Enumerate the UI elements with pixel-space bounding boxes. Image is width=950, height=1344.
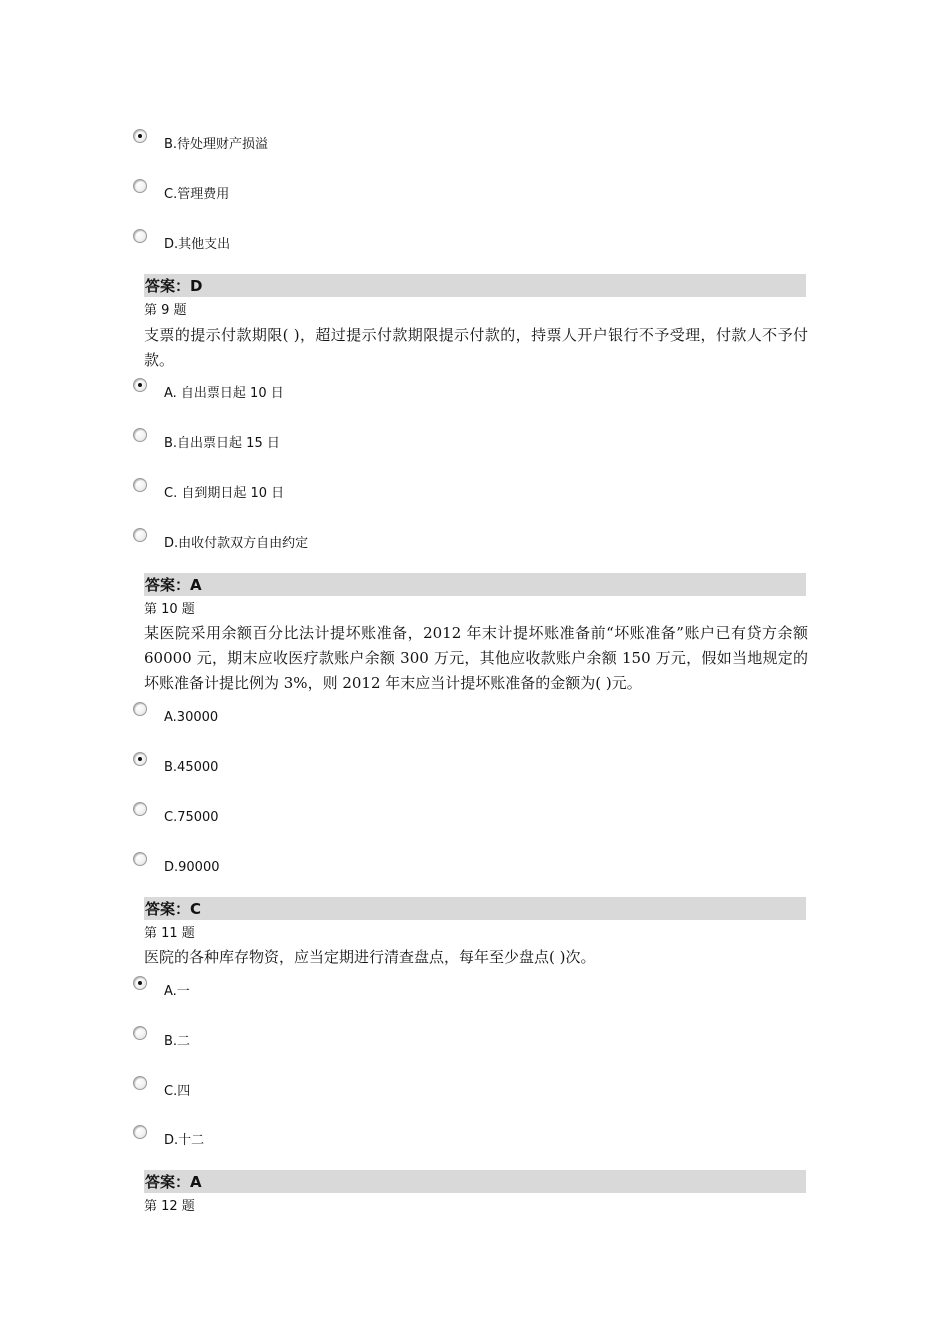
option-q11-c[interactable] [133, 1076, 633, 1100]
radio-button[interactable] [133, 702, 147, 716]
radio-button[interactable] [133, 229, 147, 243]
option-label: A.一 [164, 984, 190, 999]
radio-button[interactable] [133, 1026, 147, 1040]
answer-bar-q11: 答案：A [144, 1170, 806, 1193]
option-label: A.30000 [164, 710, 219, 725]
option-label: C.四 [164, 1084, 191, 1099]
option-label: A. 自出票日起 10 日 [164, 386, 284, 401]
question-text: 支票的提示付款期限( )，超过提示付款期限提示付款的，持票人开户银行不予受理，付款人不予付款。 [144, 326, 808, 369]
option-q11-b[interactable] [133, 1026, 633, 1050]
radio-button[interactable] [133, 179, 147, 193]
question-number: 第 11 题 [144, 926, 195, 941]
option-q8-b[interactable] [133, 129, 633, 153]
radio-button-selected[interactable] [133, 976, 147, 990]
option-q9-d[interactable] [133, 528, 633, 552]
option-q8-d[interactable] [133, 229, 633, 253]
option-label: D.十二 [164, 1133, 205, 1148]
option-q8-c[interactable] [133, 179, 633, 203]
question-number: 第 10 题 [144, 602, 195, 617]
option-q9-c[interactable] [133, 478, 633, 502]
answer-bar-q8: 答案：D [144, 274, 806, 297]
answer-bar-q10: 答案：C [144, 897, 806, 920]
question-number: 第 9 题 [144, 303, 187, 318]
radio-button[interactable] [133, 1076, 147, 1090]
radio-button[interactable] [133, 478, 147, 492]
radio-button[interactable] [133, 528, 147, 542]
question-text: 某医院采用余额百分比法计提坏账准备，2012 年末计提坏账准备前“坏账准备”账户已有贷方余额 60000 元，期末应收医疗款账户余额 300 万元，其他应收款账户余额 150 万元，假如当地规定的坏账准备计提比例为 3%，则 2012 年末应当计提坏账准备的金额为( )元。 [144, 624, 808, 692]
option-label: B.待处理财产损溢 [164, 137, 269, 152]
option-q9-a[interactable] [133, 378, 633, 402]
option-q10-b[interactable] [133, 752, 633, 776]
question-number: 第 12 题 [144, 1199, 195, 1214]
option-q11-a[interactable] [133, 976, 633, 1000]
question-text: 医院的各种库存物资，应当定期进行清查盘点，每年至少盘点( )次。 [144, 948, 596, 966]
radio-button[interactable] [133, 428, 147, 442]
option-label: B.二 [164, 1034, 191, 1049]
option-q10-d[interactable] [133, 852, 633, 876]
option-label: D.由收付款双方自由约定 [164, 536, 309, 551]
option-label: B.自出票日起 15 日 [164, 436, 280, 451]
option-label: C.75000 [164, 810, 219, 825]
option-label: C. 自到期日起 10 日 [164, 486, 285, 501]
radio-button[interactable] [133, 802, 147, 816]
option-label: B.45000 [164, 760, 219, 775]
option-q10-c[interactable] [133, 802, 633, 826]
option-label: C.管理费用 [164, 187, 230, 202]
radio-button-selected[interactable] [133, 752, 147, 766]
answer-bar-q9: 答案：A [144, 573, 806, 596]
option-q10-a[interactable] [133, 702, 633, 726]
radio-button[interactable] [133, 1125, 147, 1139]
option-q9-b[interactable] [133, 428, 633, 452]
radio-button-selected[interactable] [133, 129, 147, 143]
radio-button[interactable] [133, 852, 147, 866]
option-label: D.90000 [164, 860, 220, 875]
option-label: D.其他支出 [164, 237, 231, 252]
radio-button-selected[interactable] [133, 378, 147, 392]
option-q11-d[interactable] [133, 1125, 633, 1149]
